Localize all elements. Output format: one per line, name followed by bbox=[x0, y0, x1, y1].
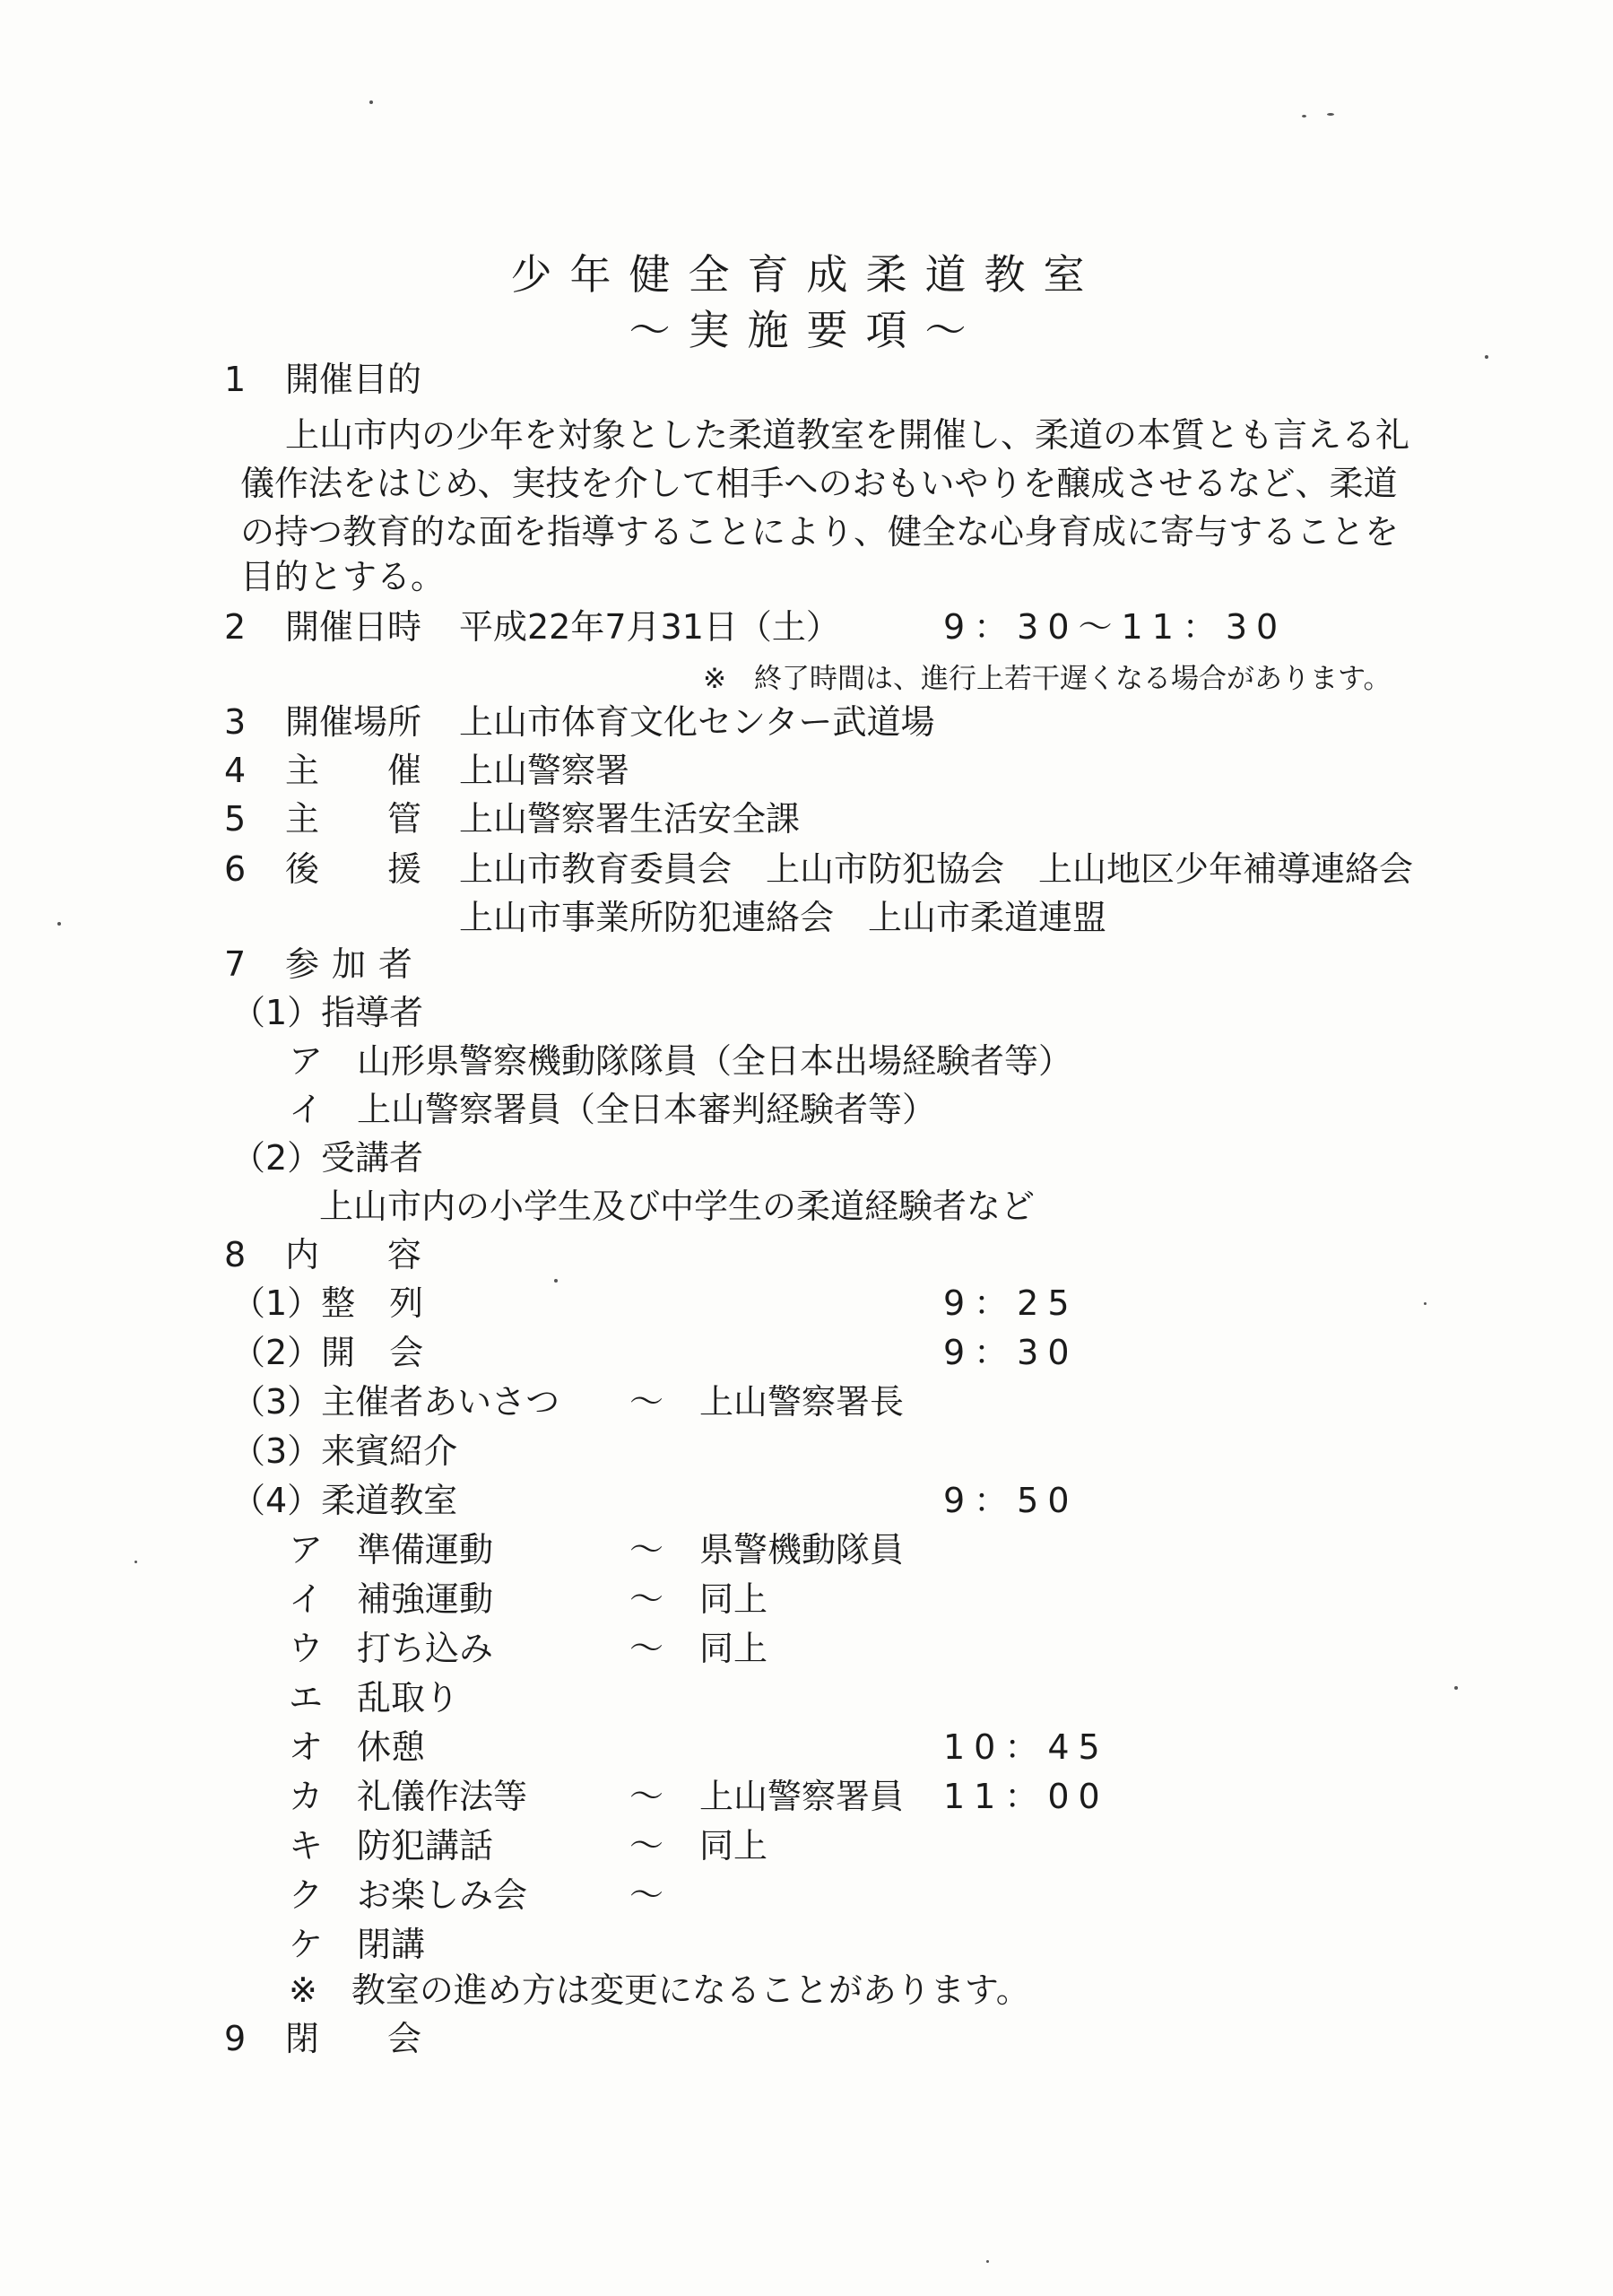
schedule-item-responsible: 同上 bbox=[699, 1579, 768, 1619]
scan-speck bbox=[986, 2260, 989, 2263]
schedule-item-time: 11：00 bbox=[943, 1777, 1109, 1816]
section-1-number: 1 bbox=[224, 360, 247, 399]
schedule-item-time: 9：50 bbox=[943, 1481, 1079, 1520]
schedule-item-label: （3）主催者あいさつ bbox=[231, 1382, 560, 1422]
schedule-item-label: ケ 閉講 bbox=[289, 1925, 426, 1964]
schedule-item-responsible: 同上 bbox=[699, 1629, 768, 1668]
schedule-item-tilde: 〜 bbox=[629, 1530, 664, 1570]
schedule-item-label: オ 休憩 bbox=[289, 1727, 426, 1767]
schedule-item-label: キ 防犯講話 bbox=[289, 1826, 494, 1866]
instructor-item: イ 上山警察署員（全日本審判経験者等） bbox=[289, 1090, 937, 1129]
section-2-number: 2 bbox=[224, 607, 247, 647]
schedule-item-label: ウ 打ち込み bbox=[289, 1629, 494, 1668]
section-5-heading: 主 管 bbox=[285, 799, 422, 839]
schedule-item-label: （4）柔道教室 bbox=[231, 1481, 458, 1520]
page-title: 少年健全育成柔道教室 bbox=[510, 250, 1103, 299]
section-7-heading: 参加者 bbox=[285, 944, 426, 984]
event-time-note: ※ 終了時間は、進行上若干遅くなる場合があります。 bbox=[703, 663, 1392, 695]
scan-speck bbox=[1454, 1686, 1458, 1690]
section-1-line: 儀作法をはじめ、実技を介して相手へのおもいやりを醸成させるなど、柔道 bbox=[240, 464, 1398, 503]
schedule-item-label: エ 乱取り bbox=[289, 1678, 460, 1718]
scan-speck bbox=[57, 922, 61, 926]
scan-speck bbox=[1327, 113, 1334, 116]
section-6-heading: 後 援 bbox=[285, 849, 422, 889]
section-9-heading: 閉 会 bbox=[285, 2019, 422, 2058]
schedule-item-tilde: 〜 bbox=[629, 1382, 664, 1422]
organizer: 上山警察署 bbox=[459, 751, 630, 790]
scan-speck bbox=[554, 1279, 558, 1283]
section-5-number: 5 bbox=[224, 799, 247, 839]
section-1-line: 上山市内の少年を対象とした柔道教室を開催し、柔道の本質とも言える礼 bbox=[285, 415, 1410, 455]
event-time: 9：30〜11：30 bbox=[943, 607, 1288, 647]
page-subtitle: 〜実施要項〜 bbox=[629, 306, 984, 354]
schedule-item-responsible: 上山警察署長 bbox=[699, 1382, 905, 1422]
section-6-number: 6 bbox=[224, 849, 247, 889]
section-9-number: 9 bbox=[224, 2019, 247, 2058]
section-7-number: 7 bbox=[224, 944, 247, 984]
scan-speck bbox=[369, 100, 373, 104]
subsection-participants: （2）受講者 bbox=[231, 1138, 424, 1178]
participants-text: 上山市内の小学生及び中学生の柔道経験者など bbox=[319, 1187, 1036, 1226]
subsection-instructors: （1）指導者 bbox=[231, 993, 424, 1032]
schedule-item-time: 10：45 bbox=[943, 1727, 1109, 1767]
schedule-item-responsible: 同上 bbox=[699, 1826, 768, 1866]
section-2-heading: 開催日時 bbox=[285, 607, 422, 647]
schedule-item-responsible: 上山警察署員 bbox=[699, 1777, 905, 1816]
management: 上山警察署生活安全課 bbox=[459, 799, 801, 839]
scan-speck bbox=[1485, 355, 1488, 359]
section-4-heading: 主 催 bbox=[285, 751, 422, 790]
schedule-item-tilde: 〜 bbox=[629, 1875, 664, 1915]
schedule-item-tilde: 〜 bbox=[629, 1579, 664, 1619]
sponsors-line: 上山市教育委員会 上山市防犯協会 上山地区少年補導連絡会 bbox=[459, 849, 1414, 889]
schedule-item-label: （1）整 列 bbox=[231, 1283, 424, 1323]
schedule-item-label: （2）開 会 bbox=[231, 1333, 424, 1372]
schedule-item-label: ア 準備運動 bbox=[289, 1530, 494, 1570]
section-8-heading: 内 容 bbox=[285, 1235, 422, 1274]
section-8-number: 8 bbox=[224, 1235, 247, 1274]
sponsors-line: 上山市事業所防犯連絡会 上山市柔道連盟 bbox=[459, 898, 1107, 937]
section-1-line: 目的とする。 bbox=[240, 557, 446, 596]
scan-speck bbox=[1302, 115, 1306, 117]
schedule-item-time: 9：30 bbox=[943, 1333, 1079, 1372]
instructor-item: ア 山形県警察機動隊隊員（全日本出場経験者等） bbox=[289, 1041, 1073, 1081]
schedule-item-time: 9：25 bbox=[943, 1283, 1079, 1323]
scan-speck bbox=[1424, 1302, 1427, 1305]
section-1-heading: 開催目的 bbox=[285, 360, 422, 399]
section-3-number: 3 bbox=[224, 702, 247, 742]
schedule-item-label: イ 補強運動 bbox=[289, 1579, 494, 1619]
schedule-item-label: （3）来賓紹介 bbox=[231, 1431, 458, 1471]
section-3-heading: 開催場所 bbox=[285, 702, 422, 742]
schedule-item-label: ク お楽しみ会 bbox=[289, 1875, 528, 1915]
schedule-note: ※ 教室の進め方は変更になることがあります。 bbox=[289, 1970, 1030, 2010]
event-date: 平成22年7月31日（土） bbox=[459, 607, 840, 647]
schedule-item-tilde: 〜 bbox=[629, 1777, 664, 1816]
venue: 上山市体育文化センター武道場 bbox=[459, 702, 935, 742]
section-4-number: 4 bbox=[224, 751, 247, 790]
schedule-item-responsible: 県警機動隊員 bbox=[699, 1530, 905, 1570]
schedule-item-tilde: 〜 bbox=[629, 1826, 664, 1866]
schedule-item-label: カ 礼儀作法等 bbox=[289, 1777, 528, 1816]
schedule-item-tilde: 〜 bbox=[629, 1629, 664, 1668]
section-1-line: の持つ教育的な面を指導することにより、健全な心身育成に寄与することを bbox=[240, 512, 1400, 552]
scan-speck bbox=[134, 1561, 137, 1563]
